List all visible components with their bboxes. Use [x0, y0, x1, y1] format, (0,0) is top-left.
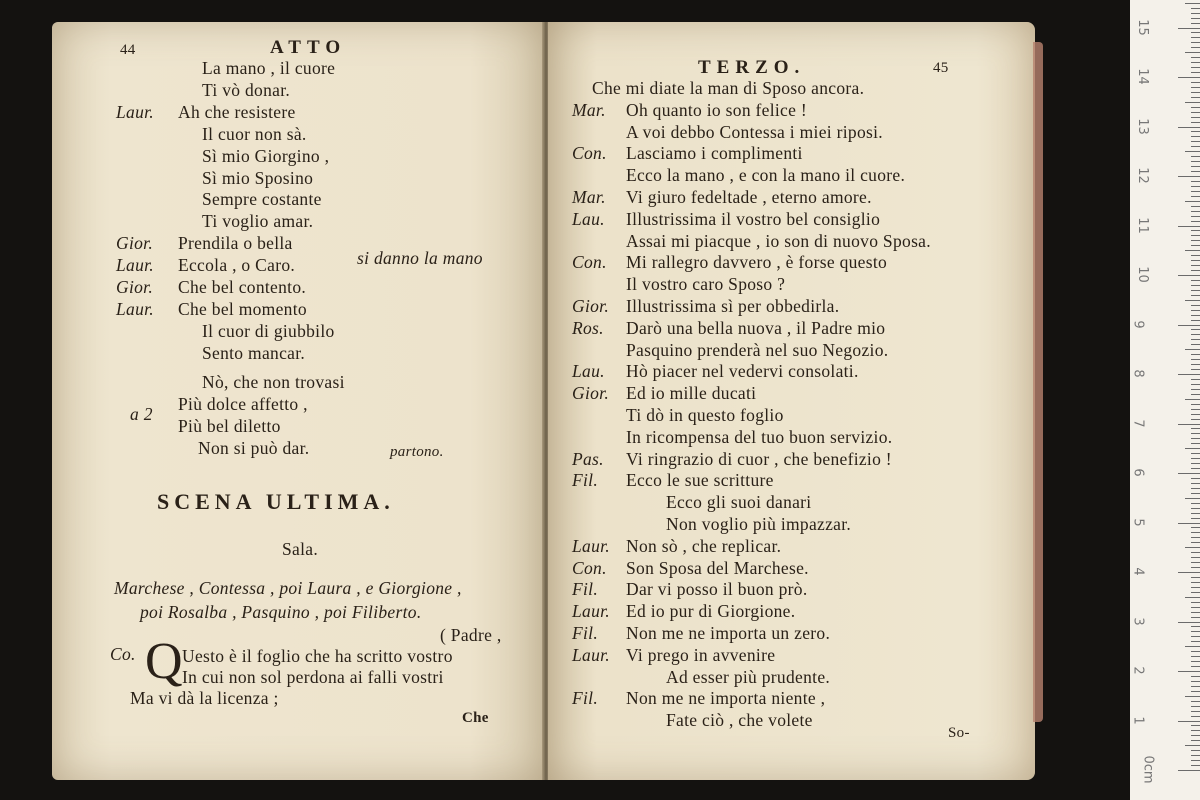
verse-line: Son Sposa del Marchese. [626, 557, 809, 578]
ruler-tick [1185, 399, 1200, 400]
ruler-tick [1191, 305, 1200, 306]
ruler-tick [1191, 631, 1200, 632]
speaker-name: Laur. [572, 644, 610, 665]
padre-runover: ( Padre , [440, 625, 502, 645]
ruler-tick [1191, 602, 1200, 603]
ruler-tick [1191, 443, 1200, 444]
left-page [52, 22, 544, 780]
ruler-tick [1191, 612, 1200, 613]
ruler-tick [1191, 156, 1200, 157]
ruler-tick [1191, 329, 1200, 330]
left-running-head: ATTO [270, 37, 347, 58]
ruler-tick [1191, 503, 1200, 504]
ruler-tick [1191, 171, 1200, 172]
ruler-tick [1191, 409, 1200, 410]
right-page [548, 22, 1035, 780]
ruler-tick [1191, 310, 1200, 311]
ruler-tick [1185, 646, 1200, 647]
ruler-tick [1178, 374, 1200, 375]
ruler-tick [1191, 92, 1200, 93]
ruler-label: 9 [1130, 319, 1146, 329]
ruler-tick [1191, 765, 1200, 766]
verse-line: Prendila o bella [178, 233, 293, 254]
verse-line: Che bel momento [178, 298, 307, 319]
ruler-tick [1191, 666, 1200, 667]
right-page-number: 45 [933, 60, 949, 76]
ruler-tick [1191, 458, 1200, 459]
ruler-label: 15 [1134, 18, 1150, 36]
ruler-tick [1191, 463, 1200, 464]
ruler-tick [1191, 438, 1200, 439]
ruler-tick [1191, 216, 1200, 217]
speaker-name: Mar. [572, 99, 606, 120]
ruler-tick [1191, 384, 1200, 385]
ruler-tick [1191, 567, 1200, 568]
ruler-tick [1191, 72, 1200, 73]
ruler-tick [1191, 196, 1200, 197]
ruler-tick [1191, 206, 1200, 207]
ruler-tick [1191, 691, 1200, 692]
verse-line: Darò una bella nuova , il Padre mio [626, 317, 886, 338]
ruler-tick [1191, 617, 1200, 618]
verse-line: Eccola , o Caro. [178, 255, 296, 276]
ruler-tick [1191, 13, 1200, 14]
open-book [52, 22, 1037, 780]
verse-line: Assai mi piacque , io son di nuovo Sposa. [626, 230, 931, 251]
ruler-tick [1191, 8, 1200, 9]
ruler-tick [1191, 235, 1200, 236]
verse-line: Che mi diate la man di Sposo ancora. [592, 78, 865, 98]
ruler-tick [1191, 131, 1200, 132]
ruler-tick [1191, 607, 1200, 608]
ruler-tick [1191, 686, 1200, 687]
ruler-tick [1191, 42, 1200, 43]
ruler-tick [1191, 107, 1200, 108]
verse-line: Oh quanto io son felice ! [626, 99, 807, 120]
ruler-tick [1191, 221, 1200, 222]
duet-marker: a 2 [130, 404, 153, 424]
ruler-tick [1191, 483, 1200, 484]
ruler-tick [1191, 260, 1200, 261]
ruler-label: 12 [1134, 167, 1150, 184]
speaker-name: Mar. [572, 187, 606, 207]
ruler-tick [1191, 359, 1200, 360]
ruler-tick [1191, 552, 1200, 553]
verse-line: A voi debbo Contessa i miei riposi. [626, 121, 883, 142]
duet-line: Non si può dar. [198, 438, 310, 458]
ruler-tick [1191, 706, 1200, 707]
ruler-tick [1191, 577, 1200, 578]
ruler-tick [1191, 755, 1200, 756]
ruler-tick [1191, 181, 1200, 182]
verse-line: Sì mio Sposino [202, 167, 314, 188]
ruler-tick [1191, 364, 1200, 365]
ruler-tick [1191, 186, 1200, 187]
ruler-tick [1185, 52, 1200, 53]
ruler-tick [1191, 453, 1200, 454]
speaker-name: Fil. [572, 470, 598, 491]
ruler-tick [1178, 127, 1200, 128]
verse-line: In ricompensa del tuo buon servizio. [626, 426, 893, 447]
scene-title: SCENA ULTIMA. [157, 489, 395, 514]
ruler-tick [1191, 369, 1200, 370]
ruler-tick [1191, 636, 1200, 637]
scene-setting: Sala. [282, 539, 319, 559]
verse-line: Il cuor non sà. [202, 123, 307, 144]
ruler-tick [1185, 250, 1200, 251]
speaker-name: Con. [572, 252, 607, 273]
verse-line: Vi giuro fedeltade , eterno amore. [626, 187, 872, 207]
ruler-label: 8 [1130, 369, 1146, 378]
speaker-name: Laur. [116, 255, 154, 276]
speaker-name: Con. [572, 143, 607, 164]
verse-line: Sempre costante [202, 189, 322, 210]
verse-line: Ecco la mano , e con la mano il cuore. [626, 165, 906, 186]
verse-line: Non sò , che replicar. [626, 535, 782, 556]
ruler-tick [1191, 47, 1200, 48]
verse-line: Vi prego in avvenire [626, 644, 776, 665]
ruler-tick [1191, 725, 1200, 726]
ruler-tick [1191, 711, 1200, 712]
ruler-tick [1191, 513, 1200, 514]
ruler-tick [1185, 498, 1200, 499]
ruler-tick [1191, 136, 1200, 137]
ruler-tick [1191, 527, 1200, 528]
verse-line: Pasquino prenderà nel suo Negozio. [626, 339, 889, 360]
final-speaker: Co. [110, 644, 136, 664]
verse-line: Illustrissima il vostro bel consiglio [626, 208, 881, 229]
ruler-tick [1191, 493, 1200, 494]
speaker-name: Con. [572, 557, 607, 578]
ruler-label: 13 [1134, 117, 1150, 135]
ruler-tick [1191, 468, 1200, 469]
ruler-tick [1191, 315, 1200, 316]
ruler-tick [1178, 226, 1200, 227]
ruler-tick [1191, 701, 1200, 702]
ruler-tick [1185, 696, 1200, 697]
ruler-tick [1191, 716, 1200, 717]
speaker-name: Gior. [116, 277, 153, 297]
ruler-tick [1191, 344, 1200, 345]
speaker-name: Laur. [572, 601, 610, 622]
ruler-tick [1191, 676, 1200, 677]
ruler-tick [1191, 508, 1200, 509]
ruler-tick [1191, 651, 1200, 652]
ruler-tick [1191, 557, 1200, 558]
ruler-tick [1191, 57, 1200, 58]
verse-line: Mi rallegro davvero , è forse questo [626, 252, 888, 273]
ruler-tick [1191, 191, 1200, 192]
ruler-tick [1191, 518, 1200, 519]
verse-line: Illustrissima sì per obbedirla. [626, 296, 840, 316]
ruler-tick [1191, 146, 1200, 147]
ruler-tick [1191, 112, 1200, 113]
ruler-tick [1191, 290, 1200, 291]
ruler-tick [1191, 394, 1200, 395]
verse-line: Sì mio Giorgino , [202, 145, 330, 166]
ruler-tick [1191, 339, 1200, 340]
ruler-tick [1185, 349, 1200, 350]
ruler-tick [1191, 245, 1200, 246]
speaker-name: Laur. [572, 535, 610, 556]
ruler-tick [1185, 597, 1200, 598]
ruler-tick [1191, 582, 1200, 583]
speaker-name: Ros. [572, 317, 604, 338]
verse-line: Ti dò in questo foglio [626, 405, 784, 425]
ruler-label: 1 [1130, 715, 1146, 725]
verse-line: Fate ciò , che volete [666, 710, 813, 731]
ruler-tick [1191, 641, 1200, 642]
ruler-label: 2 [1130, 666, 1146, 675]
characters-line-1: Marchese , Contessa , poi Laura , e Giorgione , [114, 578, 462, 598]
ruler-label: 0cm [1140, 755, 1156, 784]
ruler-label: 6 [1130, 468, 1146, 477]
ruler-tick [1191, 18, 1200, 19]
ruler-tick [1191, 67, 1200, 68]
ruler-tick [1178, 770, 1200, 771]
speaker-name: Gior. [116, 233, 153, 254]
duet-line: Nò, che non trovasi [202, 372, 345, 392]
stage-direction-exit: partono. [390, 444, 444, 460]
verse-line: Non voglio più impazzar. [666, 514, 852, 534]
ruler-tick [1178, 424, 1200, 425]
ruler-tick [1185, 547, 1200, 548]
ruler-tick [1191, 320, 1200, 321]
verse-line: Ecco gli suoi danari [666, 492, 812, 513]
ruler-label: 7 [1130, 418, 1146, 428]
duet-line: Più bel diletto [178, 416, 281, 436]
ruler-tick [1191, 23, 1200, 24]
ruler-tick [1178, 77, 1200, 78]
ruler-tick [1191, 730, 1200, 731]
ruler-tick [1191, 750, 1200, 751]
ruler-tick [1191, 97, 1200, 98]
ruler-tick [1191, 240, 1200, 241]
ruler-tick [1191, 161, 1200, 162]
verse-line: Dar vi posso il buon prò. [626, 579, 808, 600]
ruler-tick [1178, 473, 1200, 474]
ruler-tick [1191, 587, 1200, 588]
verse-line: Ed io pur di Giorgione. [626, 601, 796, 622]
ruler-tick [1191, 37, 1200, 38]
ruler-tick [1178, 671, 1200, 672]
ruler-tick [1191, 661, 1200, 662]
verse-line: Lasciamo i complimenti [626, 143, 803, 164]
right-catchword: So- [948, 725, 970, 741]
speaker-name: Laur. [116, 298, 154, 319]
verse-line: Hò piacer nel vedervi consolati. [626, 361, 859, 382]
ruler-tick [1191, 389, 1200, 390]
ruler-tick [1191, 354, 1200, 355]
ruler-tick [1191, 141, 1200, 142]
ruler-tick [1191, 280, 1200, 281]
ruler-label: 4 [1130, 567, 1146, 576]
ruler-tick [1191, 404, 1200, 405]
ruler-tick [1191, 532, 1200, 533]
speaker-name: Lau. [572, 361, 605, 382]
verse-line: Non me ne importa un zero. [626, 623, 831, 643]
ruler-label: 11 [1134, 216, 1150, 234]
ruler-tick [1191, 735, 1200, 736]
characters-line-2: poi Rosalba , Pasquino , poi Filiberto. [140, 602, 422, 622]
ruler-label: 3 [1130, 616, 1146, 626]
ruler-tick [1185, 300, 1200, 301]
ruler-tick [1185, 3, 1200, 4]
ruler-label: 5 [1130, 517, 1146, 527]
ruler-label: 14 [1134, 68, 1150, 85]
ruler-tick [1191, 656, 1200, 657]
ruler-tick [1185, 102, 1200, 103]
ruler-tick [1191, 255, 1200, 256]
verse-line: Non me ne importa niente , [626, 688, 826, 709]
speaker-name: Fil. [572, 623, 598, 643]
ruler-tick [1191, 379, 1200, 380]
verse-line: Ti vò donar. [202, 79, 291, 100]
ruler-tick [1191, 122, 1200, 123]
ruler-tick [1185, 151, 1200, 152]
verse-line: Vi ringrazio di cuor , che benefizio ! [626, 448, 892, 469]
duet-line: Più dolce affetto , [178, 394, 308, 414]
stage-direction-hands: si danno la mano [357, 248, 483, 268]
ruler-tick [1191, 334, 1200, 335]
ruler-tick [1191, 166, 1200, 167]
ruler-tick [1191, 295, 1200, 296]
verse-line: La mano , il cuore [202, 58, 336, 78]
ruler-tick [1191, 537, 1200, 538]
speaker-name: Gior. [572, 383, 609, 404]
ruler-tick [1191, 760, 1200, 761]
ruler-tick [1191, 562, 1200, 563]
ruler-tick [1191, 478, 1200, 479]
ruler-tick [1185, 448, 1200, 449]
ruler-tick [1191, 62, 1200, 63]
ruler-tick [1191, 82, 1200, 83]
ruler-tick [1191, 488, 1200, 489]
ruler-tick [1191, 285, 1200, 286]
ruler-tick [1191, 419, 1200, 420]
verse-line: Ed io mille ducati [626, 383, 757, 404]
speaker-name: Fil. [572, 688, 598, 709]
left-page-number: 44 [120, 42, 136, 58]
verse-line: Ah che resistere [178, 101, 296, 122]
ruler-tick [1178, 325, 1200, 326]
ruler-tick [1178, 275, 1200, 276]
ruler-label: 10 [1134, 266, 1150, 283]
verse-line: Ad esser più prudente. [666, 666, 831, 687]
ruler-tick [1191, 117, 1200, 118]
last-line: Ma vi dà la licenza ; [130, 688, 279, 708]
ruler-tick [1178, 622, 1200, 623]
ruler-tick [1191, 211, 1200, 212]
ruler-tick [1191, 428, 1200, 429]
verse-line: Che bel contento. [178, 277, 307, 297]
ruler-tick [1178, 721, 1200, 722]
ruler-tick [1191, 740, 1200, 741]
right-running-head: TERZO. [698, 57, 806, 78]
ruler-tick [1191, 626, 1200, 627]
speaker-name: Laur. [116, 101, 154, 122]
speaker-name: Pas. [572, 448, 604, 469]
speaker-name: Lau. [572, 208, 605, 229]
ruler-tick [1178, 572, 1200, 573]
ruler-tick [1191, 542, 1200, 543]
speaker-name: Fil. [572, 579, 598, 600]
ruler-tick [1191, 414, 1200, 415]
final-line-1: Uesto è il foglio che ha scritto vostro [182, 646, 453, 666]
verse-line: Ecco le sue scritture [626, 470, 774, 491]
ruler-tick [1185, 201, 1200, 202]
verse-line: Sento mancar. [202, 342, 306, 363]
ruler-tick [1178, 523, 1200, 524]
ruler-tick [1191, 592, 1200, 593]
verse-line: Il vostro caro Sposo ? [626, 274, 786, 295]
verse-line: Ti voglio amar. [202, 211, 314, 232]
verse-line: Il cuor di giubbilo [202, 320, 335, 341]
ruler-tick [1191, 87, 1200, 88]
left-catchword: Che [462, 710, 489, 726]
ruler-tick [1191, 433, 1200, 434]
final-line-2: In cui non sol perdona ai falli vostri [182, 667, 444, 687]
measuring-ruler [1130, 0, 1200, 800]
ruler-tick [1185, 745, 1200, 746]
ruler-tick [1191, 32, 1200, 33]
ruler-tick [1178, 176, 1200, 177]
ruler-tick [1178, 28, 1200, 29]
ruler-tick [1191, 270, 1200, 271]
ruler-tick [1191, 265, 1200, 266]
drop-cap: Q [145, 633, 183, 690]
ruler-tick [1191, 230, 1200, 231]
speaker-name: Gior. [572, 296, 609, 316]
ruler-tick [1191, 681, 1200, 682]
